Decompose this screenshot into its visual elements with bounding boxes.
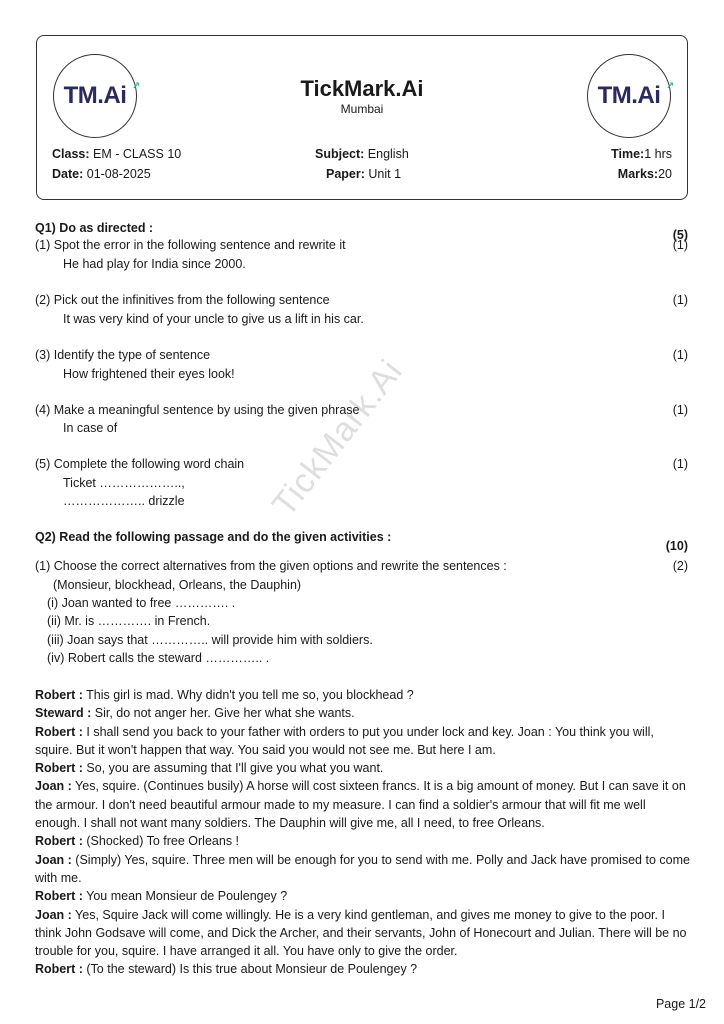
q1-item-1-marks: (1) [672,238,688,252]
passage-line: Steward : Sir, do not anger her. Give her what she wants. [35,706,355,721]
passage-line: Joan : Yes, Squire Jack will come willingly. He is a very kind gentleman, and gives me money to give to the poor. I think John Godsave will come, and Dick the Archer, and their servants, John of Honecourt and Julian. There will be no trouble for you, squire. I have arranged it all. You have only to give the order. [35,907,687,959]
logo-text: TM.Ai [597,82,661,109]
q2-marks: (10) [665,539,688,553]
q1-item-1: (1) Spot the error in the following sentence and rewrite it [35,238,346,252]
q1-item-4-marks: (1) [672,403,688,417]
q1-item-3-marks: (1) [672,348,688,362]
passage [35,686,690,979]
q1-item-5-sub-2: ……………….. drizzle [63,494,185,508]
page-number: Page 1/2 [655,997,706,1011]
q2-activity-1: (1) Choose the correct alternatives from the given options and rewrite the sentences : [35,559,507,573]
passage-line: Robert : I shall send you back to your father with orders to put you under lock and key. Joan : You think you will, squire. But it won't happen that way. You said you would not see me. But here I am. [35,724,654,757]
logo-text: TM.Ai [63,82,127,109]
watermark: TickMark.Ai [265,352,411,524]
passage-line: Joan : (Simply) Yes, squire. Three men will be enough for you to send with me. Polly and Jack have promised to come with me. [35,852,690,885]
q2-blank-3: (iii) Joan says that ………….. will provide him with soldiers. [47,633,373,647]
paper-header [36,35,688,200]
arrow-icon: ↗ [666,81,675,92]
brand-title: TickMark.Ai [300,76,424,101]
passage-line: Robert : So, you are assuming that I'll give you what you want. [35,761,384,776]
q1-item-3: (3) Identify the type of sentence [35,348,211,362]
q1-item-2-marks: (1) [672,293,688,307]
date-info: Date: 01-08-2025 [52,167,151,181]
q2-title: Q2) Read the following passage and do the given activities : [35,530,392,544]
q1-title: Q1) Do as directed : [35,221,154,235]
passage-line: Robert : This girl is mad. Why didn't you tell me so, you blockhead ? [35,688,414,702]
q1-item-4: (4) Make a meaningful sentence by using the given phrase [35,403,360,417]
city: Mumbai [340,102,384,116]
q2-options: (Monsieur, blockhead, Orleans, the Dauphin) [53,578,302,592]
q1-item-5: (5) Complete the following word chain [35,457,245,471]
subject-info: Subject: English [315,147,409,161]
paper-info: Paper: Unit 1 [326,167,402,181]
class-info: Class: EM - CLASS 10 [52,147,182,161]
q2-blank-2: (ii) Mr. is …………. in French. [47,614,211,628]
passage-line: Robert : (Shocked) To free Orleans ! [35,834,240,849]
q1-item-2-sub: It was very kind of your uncle to give us a lift in his car. [63,312,364,326]
q1-item-3-sub: How frightened their eyes look! [63,367,235,381]
q2-blank-1: (i) Joan wanted to free …………. . [47,596,236,610]
passage-line: Robert : You mean Monsieur de Poulengey ? [35,889,288,904]
arrow-icon: ↗ [132,81,141,92]
q1-item-1-sub: He had play for India since 2000. [63,257,246,271]
q1-item-5-sub-1: Ticket ……………….., [63,476,185,490]
time-info: Time:1 hrs [611,147,672,161]
q1-marks: (5) [672,228,688,242]
marks-info: Marks:20 [617,167,672,181]
q1-item-2: (2) Pick out the infinitives from the following sentence [35,293,330,307]
q2-activity-1-marks: (2) [672,559,688,573]
q1-item-4-sub: In case of [63,421,118,435]
passage-line: Joan : Yes, squire. (Continues busily) A horse will cost sixteen francs. It is a big amount of money. But I can save it on the armour. I don't need beautiful armour made to my measure. I can find a soldier's armour that will fit me well enough. I shall not want many soldiers. The Dauphin will give me, all I need, to free Orleans. [35,779,686,831]
q2-blank-4: (iv) Robert calls the steward ………….. . [47,651,270,665]
q1-item-5-marks: (1) [672,457,688,471]
passage-line: Robert : (To the steward) Is this true about Monsieur de Poulengey ? [35,962,418,977]
